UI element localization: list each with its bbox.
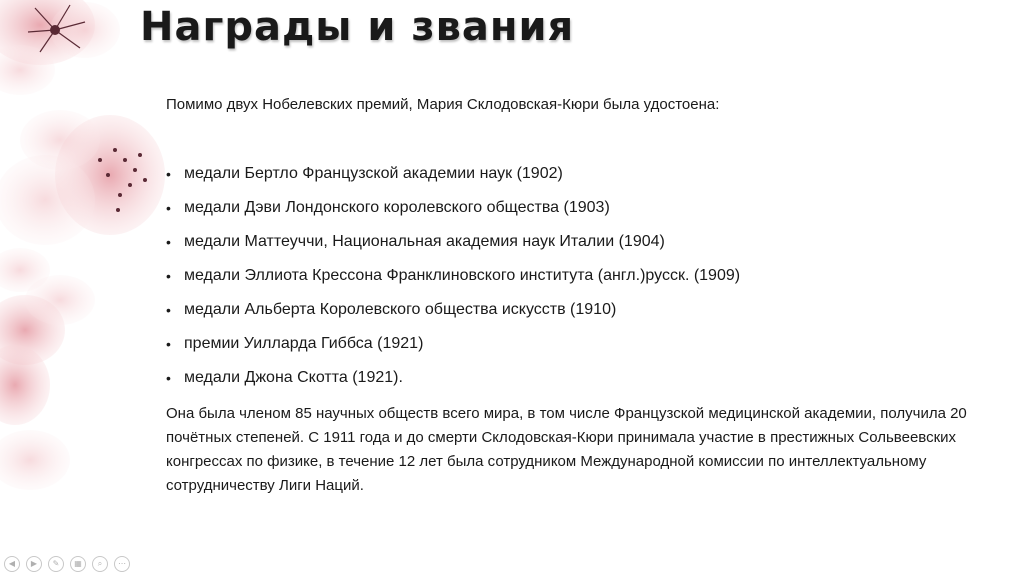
slides-icon[interactable]: ▦ — [70, 556, 86, 572]
list-item — [166, 364, 740, 398]
award-text: медали Бертло Французской академии наук (1902) — [184, 165, 563, 182]
flower-lower — [0, 248, 95, 490]
list-item — [166, 228, 740, 262]
award-text: медали Маттеуччи, Национальная академия наук Италии (1904) — [184, 233, 665, 250]
intro-text: Помимо двух Нобелевских премий, Мария Склодовская-Кюри была удостоена: — [166, 96, 720, 113]
bullet-icon: • — [166, 200, 171, 216]
list-item — [166, 262, 740, 296]
award-text: медали Альберта Королевского общества искусств (1910) — [184, 301, 617, 318]
bullet-icon: • — [166, 302, 171, 318]
awards-list — [166, 160, 740, 398]
flower-middle — [0, 110, 165, 245]
summary-text: Она была членом 85 научных обществ всего мира, в том числе Французской медицинской академии, получила 20 почётных степеней. С 1911 года и до смерти Склодовская-Кюри принимала участие в престижных Сольвеевских конгрессах по физике, в течение 12 лет была сотрудником Международной комиссии по интеллектуальному сотрудничеству Лиги Наций. — [166, 405, 967, 494]
next-icon[interactable]: ▶ — [26, 556, 42, 572]
award-text: медали Дэви Лондонского королевского общества (1903) — [184, 199, 610, 216]
zoom-icon[interactable]: ⌕ — [92, 556, 108, 572]
award-text: медали Эллиота Крессона Франклиновского института (англ.)русск. (1909) — [184, 267, 741, 284]
prev-icon[interactable]: ◀ — [4, 556, 20, 572]
bullet-icon: • — [166, 268, 171, 284]
more-icon[interactable]: ⋯ — [114, 556, 130, 572]
award-text: медали Джона Скотта (1921). — [184, 369, 403, 386]
bullet-icon: • — [166, 336, 171, 352]
list-item — [166, 330, 740, 364]
bullet-icon: • — [166, 166, 171, 182]
list-item — [166, 160, 740, 194]
floral-decoration — [0, 0, 170, 574]
bullet-icon: • — [166, 234, 171, 250]
list-item — [166, 296, 740, 330]
list-item — [166, 194, 740, 228]
pen-icon[interactable]: ✎ — [48, 556, 64, 572]
award-text: премии Уилларда Гиббса (1921) — [184, 335, 424, 352]
flower-top — [0, 0, 120, 95]
slide-title: Награды и звания — [140, 4, 575, 50]
bullet-icon: • — [166, 370, 171, 386]
presentation-toolbar — [4, 556, 130, 572]
